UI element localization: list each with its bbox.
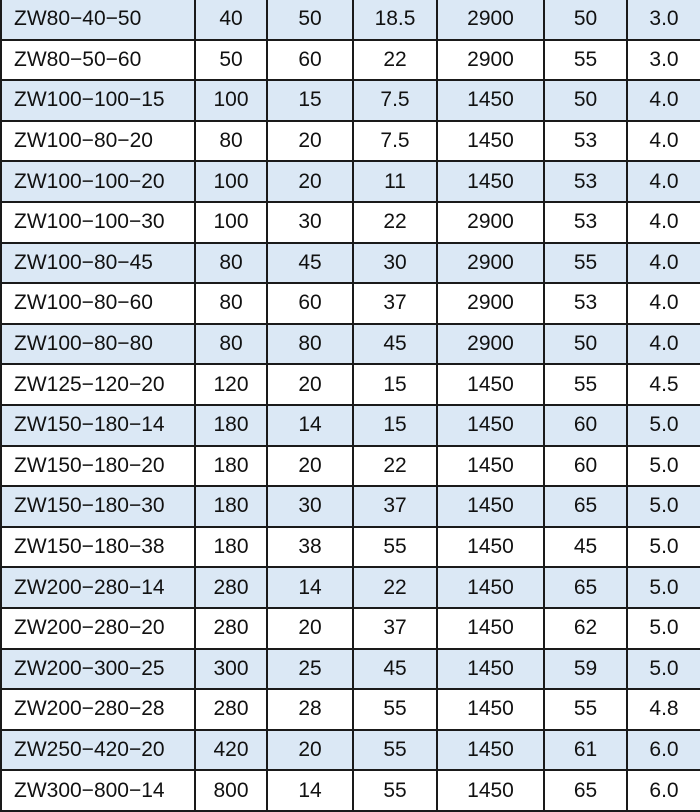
value-cell: 3.0 [627, 40, 700, 81]
value-cell: 4.0 [627, 283, 700, 324]
table-row [1, 40, 700, 81]
value-cell: 7.5 [353, 80, 437, 121]
value-cell: 180 [195, 405, 267, 446]
value-cell: 1450 [437, 567, 544, 608]
value-cell: 50 [195, 40, 267, 81]
value-cell: 1450 [437, 730, 544, 771]
value-cell: 1450 [437, 608, 544, 649]
value-cell: 60 [267, 40, 353, 81]
value-cell: 45 [267, 243, 353, 284]
value-cell: 30 [267, 202, 353, 243]
value-cell: 2900 [437, 243, 544, 284]
value-cell: 60 [267, 283, 353, 324]
value-cell: 100 [195, 80, 267, 121]
value-cell: 53 [544, 283, 627, 324]
value-cell: 14 [267, 567, 353, 608]
value-cell: 53 [544, 202, 627, 243]
table-row [1, 324, 700, 365]
table-body [1, 0, 700, 811]
table-row [1, 243, 700, 284]
value-cell: 55 [353, 527, 437, 568]
value-cell: 1450 [437, 649, 544, 690]
value-cell: 22 [353, 202, 437, 243]
table-row [1, 608, 700, 649]
value-cell: 2900 [437, 202, 544, 243]
value-cell: 4.0 [627, 161, 700, 202]
value-cell: 4.0 [627, 80, 700, 121]
table-row [1, 161, 700, 202]
value-cell: 15 [353, 405, 437, 446]
value-cell: 38 [267, 527, 353, 568]
model-cell: ZW125−120−20 [1, 364, 195, 405]
value-cell: 4.0 [627, 121, 700, 162]
value-cell: 4.0 [627, 202, 700, 243]
value-cell: 1450 [437, 527, 544, 568]
value-cell: 100 [195, 202, 267, 243]
model-cell: ZW100−100−15 [1, 80, 195, 121]
value-cell: 37 [353, 283, 437, 324]
value-cell: 20 [267, 161, 353, 202]
value-cell: 280 [195, 689, 267, 730]
value-cell: 50 [544, 80, 627, 121]
value-cell: 55 [544, 689, 627, 730]
value-cell: 45 [353, 649, 437, 690]
value-cell: 1450 [437, 121, 544, 162]
model-cell: ZW100−80−60 [1, 283, 195, 324]
value-cell: 22 [353, 446, 437, 487]
value-cell: 53 [544, 161, 627, 202]
model-cell: ZW250−420−20 [1, 730, 195, 771]
model-cell: ZW200−280−28 [1, 689, 195, 730]
value-cell: 20 [267, 730, 353, 771]
value-cell: 30 [267, 486, 353, 527]
table-row [1, 446, 700, 487]
model-cell: ZW100−80−20 [1, 121, 195, 162]
table-row [1, 405, 700, 446]
value-cell: 180 [195, 527, 267, 568]
value-cell: 50 [544, 0, 627, 40]
value-cell: 65 [544, 770, 627, 811]
value-cell: 5.0 [627, 446, 700, 487]
value-cell: 20 [267, 608, 353, 649]
value-cell: 53 [544, 121, 627, 162]
value-cell: 62 [544, 608, 627, 649]
value-cell: 60 [544, 446, 627, 487]
model-cell: ZW300−800−14 [1, 770, 195, 811]
model-cell: ZW150−180−38 [1, 527, 195, 568]
value-cell: 180 [195, 446, 267, 487]
value-cell: 50 [544, 324, 627, 365]
table-row [1, 80, 700, 121]
table-row [1, 527, 700, 568]
value-cell: 2900 [437, 324, 544, 365]
value-cell: 80 [195, 121, 267, 162]
value-cell: 4.0 [627, 243, 700, 284]
value-cell: 55 [544, 40, 627, 81]
value-cell: 280 [195, 567, 267, 608]
value-cell: 55 [544, 243, 627, 284]
value-cell: 55 [353, 730, 437, 771]
value-cell: 40 [195, 0, 267, 40]
model-cell: ZW200−280−14 [1, 567, 195, 608]
value-cell: 45 [544, 527, 627, 568]
value-cell: 1450 [437, 446, 544, 487]
table-row [1, 364, 700, 405]
value-cell: 1450 [437, 689, 544, 730]
value-cell: 5.0 [627, 527, 700, 568]
value-cell: 800 [195, 770, 267, 811]
value-cell: 22 [353, 567, 437, 608]
value-cell: 1450 [437, 770, 544, 811]
value-cell: 5.0 [627, 567, 700, 608]
table-row [1, 486, 700, 527]
value-cell: 1450 [437, 405, 544, 446]
model-cell: ZW100−80−80 [1, 324, 195, 365]
value-cell: 37 [353, 486, 437, 527]
value-cell: 80 [195, 324, 267, 365]
value-cell: 4.0 [627, 324, 700, 365]
value-cell: 37 [353, 608, 437, 649]
value-cell: 1450 [437, 364, 544, 405]
model-cell: ZW80−50−60 [1, 40, 195, 81]
table-row [1, 0, 700, 40]
value-cell: 5.0 [627, 405, 700, 446]
value-cell: 28 [267, 689, 353, 730]
table-row [1, 121, 700, 162]
value-cell: 4.8 [627, 689, 700, 730]
table-row [1, 283, 700, 324]
value-cell: 59 [544, 649, 627, 690]
value-cell: 15 [267, 80, 353, 121]
value-cell: 80 [195, 243, 267, 284]
value-cell: 7.5 [353, 121, 437, 162]
value-cell: 55 [353, 770, 437, 811]
model-cell: ZW100−100−30 [1, 202, 195, 243]
model-cell: ZW150−180−20 [1, 446, 195, 487]
value-cell: 20 [267, 121, 353, 162]
table-row [1, 689, 700, 730]
model-cell: ZW80−40−50 [1, 0, 195, 40]
value-cell: 18.5 [353, 0, 437, 40]
table-row [1, 202, 700, 243]
value-cell: 2900 [437, 283, 544, 324]
value-cell: 6.0 [627, 770, 700, 811]
value-cell: 60 [544, 405, 627, 446]
value-cell: 65 [544, 486, 627, 527]
value-cell: 180 [195, 486, 267, 527]
value-cell: 120 [195, 364, 267, 405]
model-cell: ZW150−180−30 [1, 486, 195, 527]
value-cell: 5.0 [627, 608, 700, 649]
value-cell: 1450 [437, 486, 544, 527]
value-cell: 15 [353, 364, 437, 405]
value-cell: 14 [267, 405, 353, 446]
value-cell: 3.0 [627, 0, 700, 40]
value-cell: 5.0 [627, 486, 700, 527]
value-cell: 300 [195, 649, 267, 690]
value-cell: 5.0 [627, 649, 700, 690]
value-cell: 2900 [437, 40, 544, 81]
value-cell: 1450 [437, 80, 544, 121]
model-cell: ZW200−280−20 [1, 608, 195, 649]
model-cell: ZW100−100−20 [1, 161, 195, 202]
table-row [1, 567, 700, 608]
table-row [1, 730, 700, 771]
value-cell: 1450 [437, 161, 544, 202]
value-cell: 14 [267, 770, 353, 811]
value-cell: 280 [195, 608, 267, 649]
value-cell: 420 [195, 730, 267, 771]
value-cell: 20 [267, 364, 353, 405]
value-cell: 25 [267, 649, 353, 690]
value-cell: 45 [353, 324, 437, 365]
value-cell: 80 [267, 324, 353, 365]
value-cell: 80 [195, 283, 267, 324]
model-cell: ZW200−300−25 [1, 649, 195, 690]
model-cell: ZW100−80−45 [1, 243, 195, 284]
table-row [1, 770, 700, 811]
value-cell: 55 [353, 689, 437, 730]
value-cell: 65 [544, 567, 627, 608]
value-cell: 100 [195, 161, 267, 202]
value-cell: 20 [267, 446, 353, 487]
value-cell: 22 [353, 40, 437, 81]
value-cell: 50 [267, 0, 353, 40]
value-cell: 61 [544, 730, 627, 771]
value-cell: 4.5 [627, 364, 700, 405]
value-cell: 55 [544, 364, 627, 405]
value-cell: 30 [353, 243, 437, 284]
value-cell: 2900 [437, 0, 544, 40]
table-row [1, 649, 700, 690]
value-cell: 6.0 [627, 730, 700, 771]
model-cell: ZW150−180−14 [1, 405, 195, 446]
value-cell: 11 [353, 161, 437, 202]
